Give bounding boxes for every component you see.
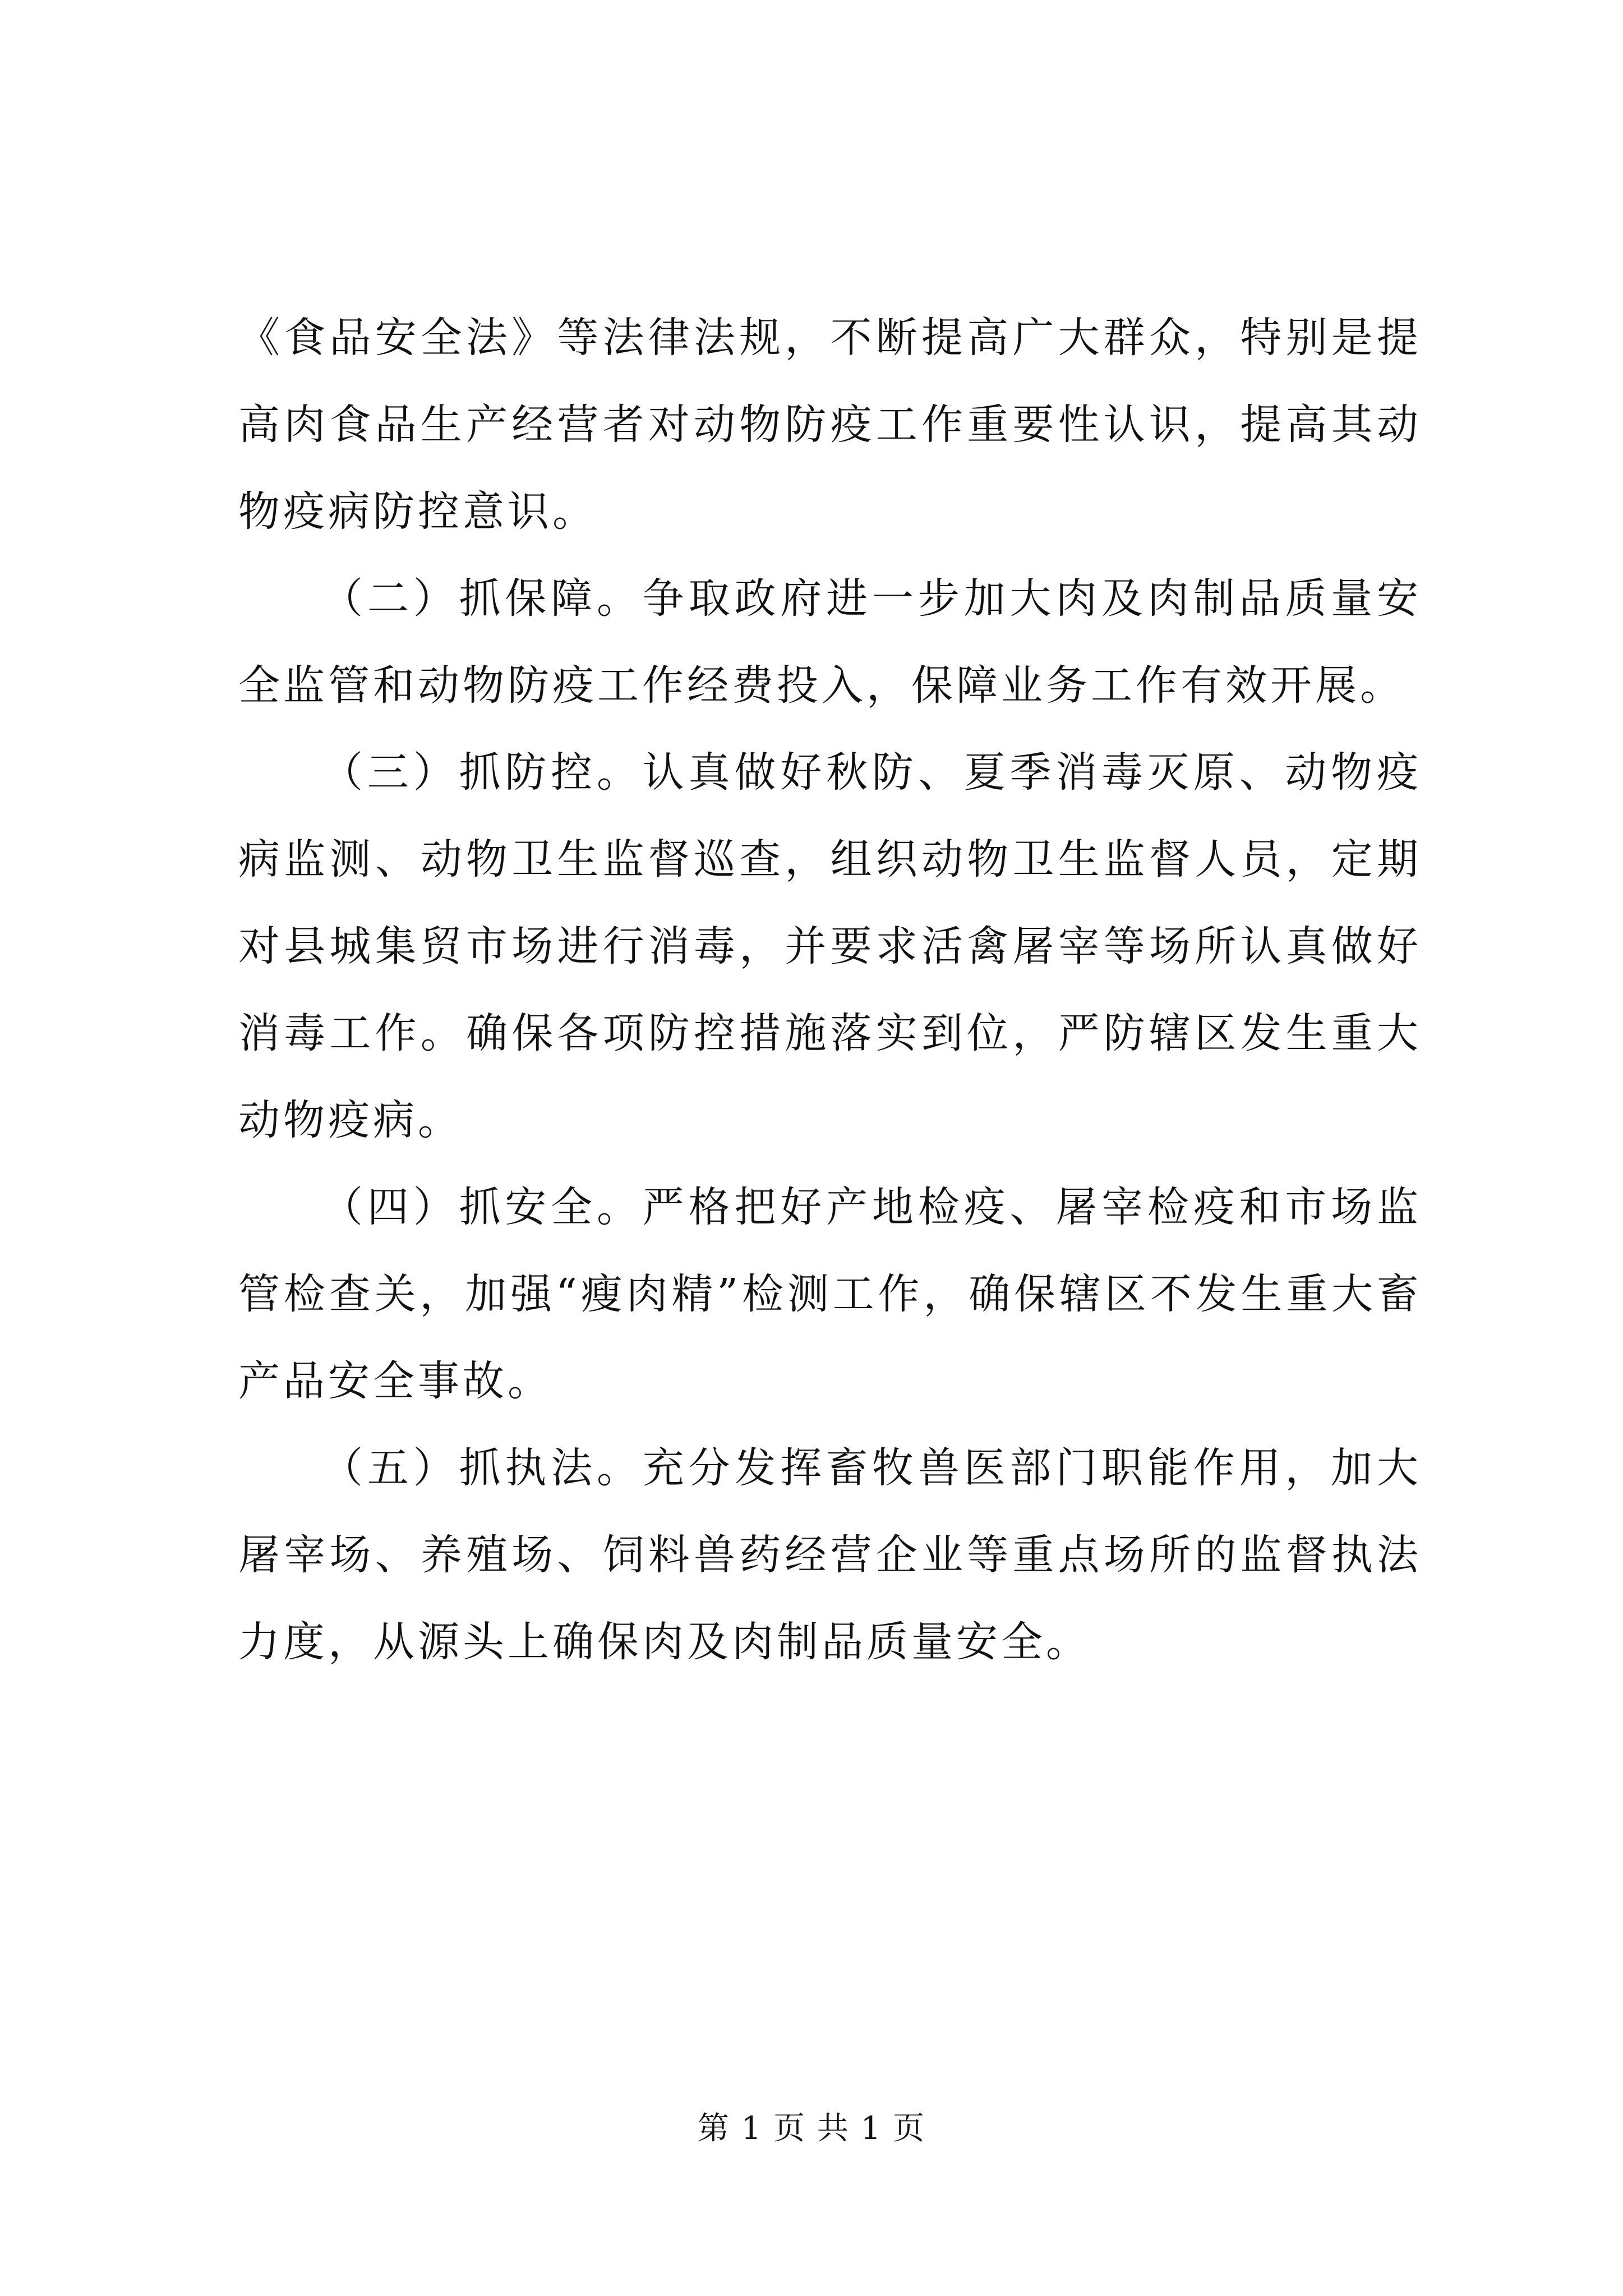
- page-footer: 第 1 页 共 1 页: [697, 2110, 926, 2147]
- paragraph-safety: （四）抓安全。严格把好产地检疫、屠宰检疫和市场监管检查关，加强“瘦肉精”检测工作，确保辖区不发生重大畜产品安全事故。: [238, 1183, 1422, 1405]
- paragraph-enforcement: （五）抓执法。充分发挥畜牧兽医部门职能作用，加大屠宰场、养殖场、饲料兽药经营企业等重点场所的监督执法力度，从源头上确保肉及肉制品质量安全。: [238, 1444, 1422, 1666]
- document-body: [238, 295, 1422, 1686]
- paragraph-prevention: （三）抓防控。认真做好秋防、夏季消毒灭原、动物疫病监测、动物卫生监督巡查，组织动物卫生监督人员，定期对县城集贸市场进行消毒，并要求活禽屠宰等场所认真做好消毒工作。确保各项防控措施落实到位，严防辖区发生重大动物疫病。: [238, 748, 1422, 1144]
- paragraph-continuation: 《食品安全法》等法律法规，不断提高广大群众，特别是提高肉食品生产经营者对动物防疫工作重要性认识，提高其动物疫病防控意识。: [238, 314, 1422, 536]
- paragraph-guarantee: （二）抓保障。争取政府进一步加大肉及肉制品质量安全监管和动物防疫工作经费投入，保障业务工作有效开展。: [238, 574, 1422, 710]
